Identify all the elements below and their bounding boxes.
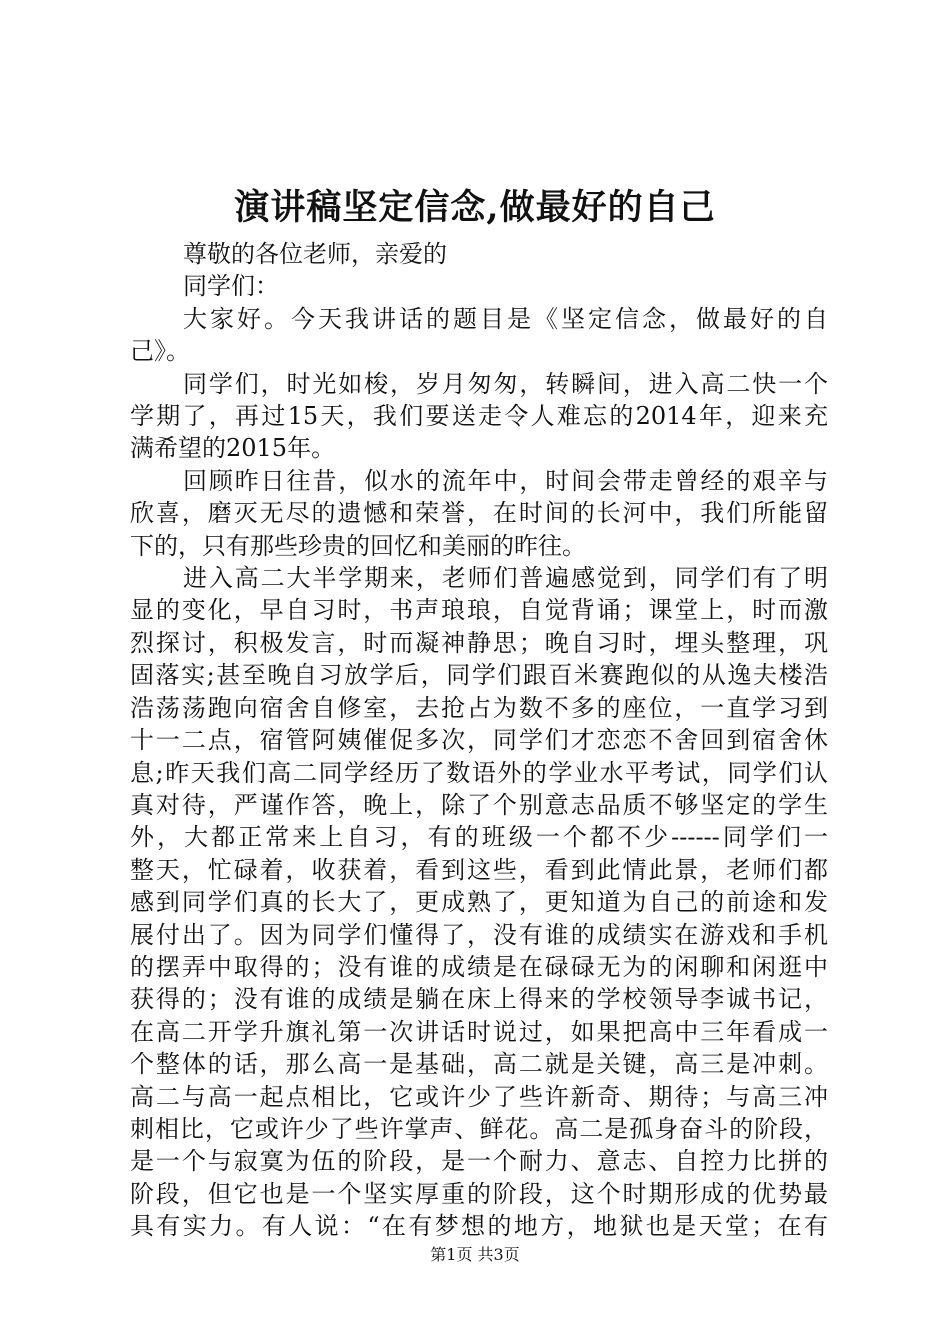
document-title: 演讲稿坚定信念,做最好的自己: [234, 187, 716, 228]
body-line: 高二与高一起点相比，它或许少了些许新奇、期待；与高三冲: [130, 1082, 828, 1111]
body-line: 是一个与寂寞为伍的阶段，是一个耐力、意志、自控力比拼的: [130, 1147, 828, 1176]
page-footer: 第1页 共3页: [430, 1245, 520, 1264]
body-line: 满希望的2015年。: [130, 434, 336, 463]
body-line: 息;昨天我们高二同学经历了数语外的学业水平考试，同学们认: [130, 758, 828, 787]
body-line: 下的，只有那些珍贵的回忆和美丽的昨往。: [130, 531, 586, 560]
body-line: 真对待，严谨作答，晚上，除了个别意志品质不够坚定的学生: [130, 790, 828, 819]
body-line: 大家好。今天我讲话的题目是《坚定信念，做最好的自: [183, 304, 828, 333]
body-line: 进入高二大半学期来，老师们普遍感觉到，同学们有了明: [183, 564, 828, 593]
body-line: 己》。: [130, 337, 190, 366]
body-line: 整天，忙碌着，收获着，看到这些，看到此情此景，老师们都: [130, 855, 828, 884]
body-line: 获得的；没有谁的成绩是躺在床上得来的学校领导李诚书记，: [130, 985, 828, 1014]
body-line: 同学们：: [183, 272, 279, 301]
body-line: 感到同学们真的长大了，更成熟了，更知道为自己的前途和发: [130, 888, 828, 917]
body-line: 欣喜，磨灭无尽的遗憾和荣誉，在时间的长河中，我们所能留: [130, 499, 828, 528]
body-line: 刺相比，它或许少了些许掌声、鲜花。高二是孤身奋斗的阶段，: [130, 1114, 828, 1143]
body-line: 具有实力。有人说：“在有梦想的地方，地狱也是天堂；在有: [130, 1212, 828, 1241]
body-line: 同学们，时光如梭，岁月匆匆，转瞬间，进入高二快一个: [183, 369, 828, 398]
body-line: 个整体的话，那么高一是基础，高二就是关键，高三是冲刺。: [130, 1050, 828, 1079]
body-line: 阶段，但它也是一个坚实厚重的阶段，这个时期形成的优势最: [130, 1179, 828, 1208]
body-line: 展付出了。因为同学们懂得了，没有谁的成绩实在游戏和手机: [130, 920, 828, 949]
body-line: 回顾昨日往昔，似水的流年中，时间会带走曾经的艰辛与: [183, 466, 828, 495]
document-body: [130, 238, 828, 1243]
body-line: 的摆弄中取得的；没有谁的成绩是在碌碌无为的闲聊和闲逛中: [130, 952, 828, 981]
body-line: 尊敬的各位老师，亲爱的: [183, 240, 447, 268]
body-line: 学期了，再过15天，我们要送走令人难忘的2014年，迎来充: [130, 402, 828, 431]
body-line: 外，大都正常来上自习，有的班级一个都不少------同学们一: [130, 823, 828, 852]
body-line: 十一二点，宿管阿姨催促多次，同学们才恋恋不舍回到宿舍休: [130, 726, 828, 755]
body-line: 烈探讨，积极发言，时而凝神静思；晚自习时，埋头整理，巩: [130, 628, 828, 657]
body-line: 固落实;甚至晚自习放学后，同学们跟百米赛跑似的从逸夫楼浩: [130, 661, 828, 690]
body-line: 在高二开学升旗礼第一次讲话时说过，如果把高中三年看成一: [130, 1017, 828, 1046]
body-line: 浩荡荡跑向宿舍自修室，去抢占为数不多的座位，一直学习到: [130, 693, 828, 722]
body-line: 显的变化，早自习时，书声琅琅，自觉背诵；课堂上，时而激: [130, 596, 828, 625]
